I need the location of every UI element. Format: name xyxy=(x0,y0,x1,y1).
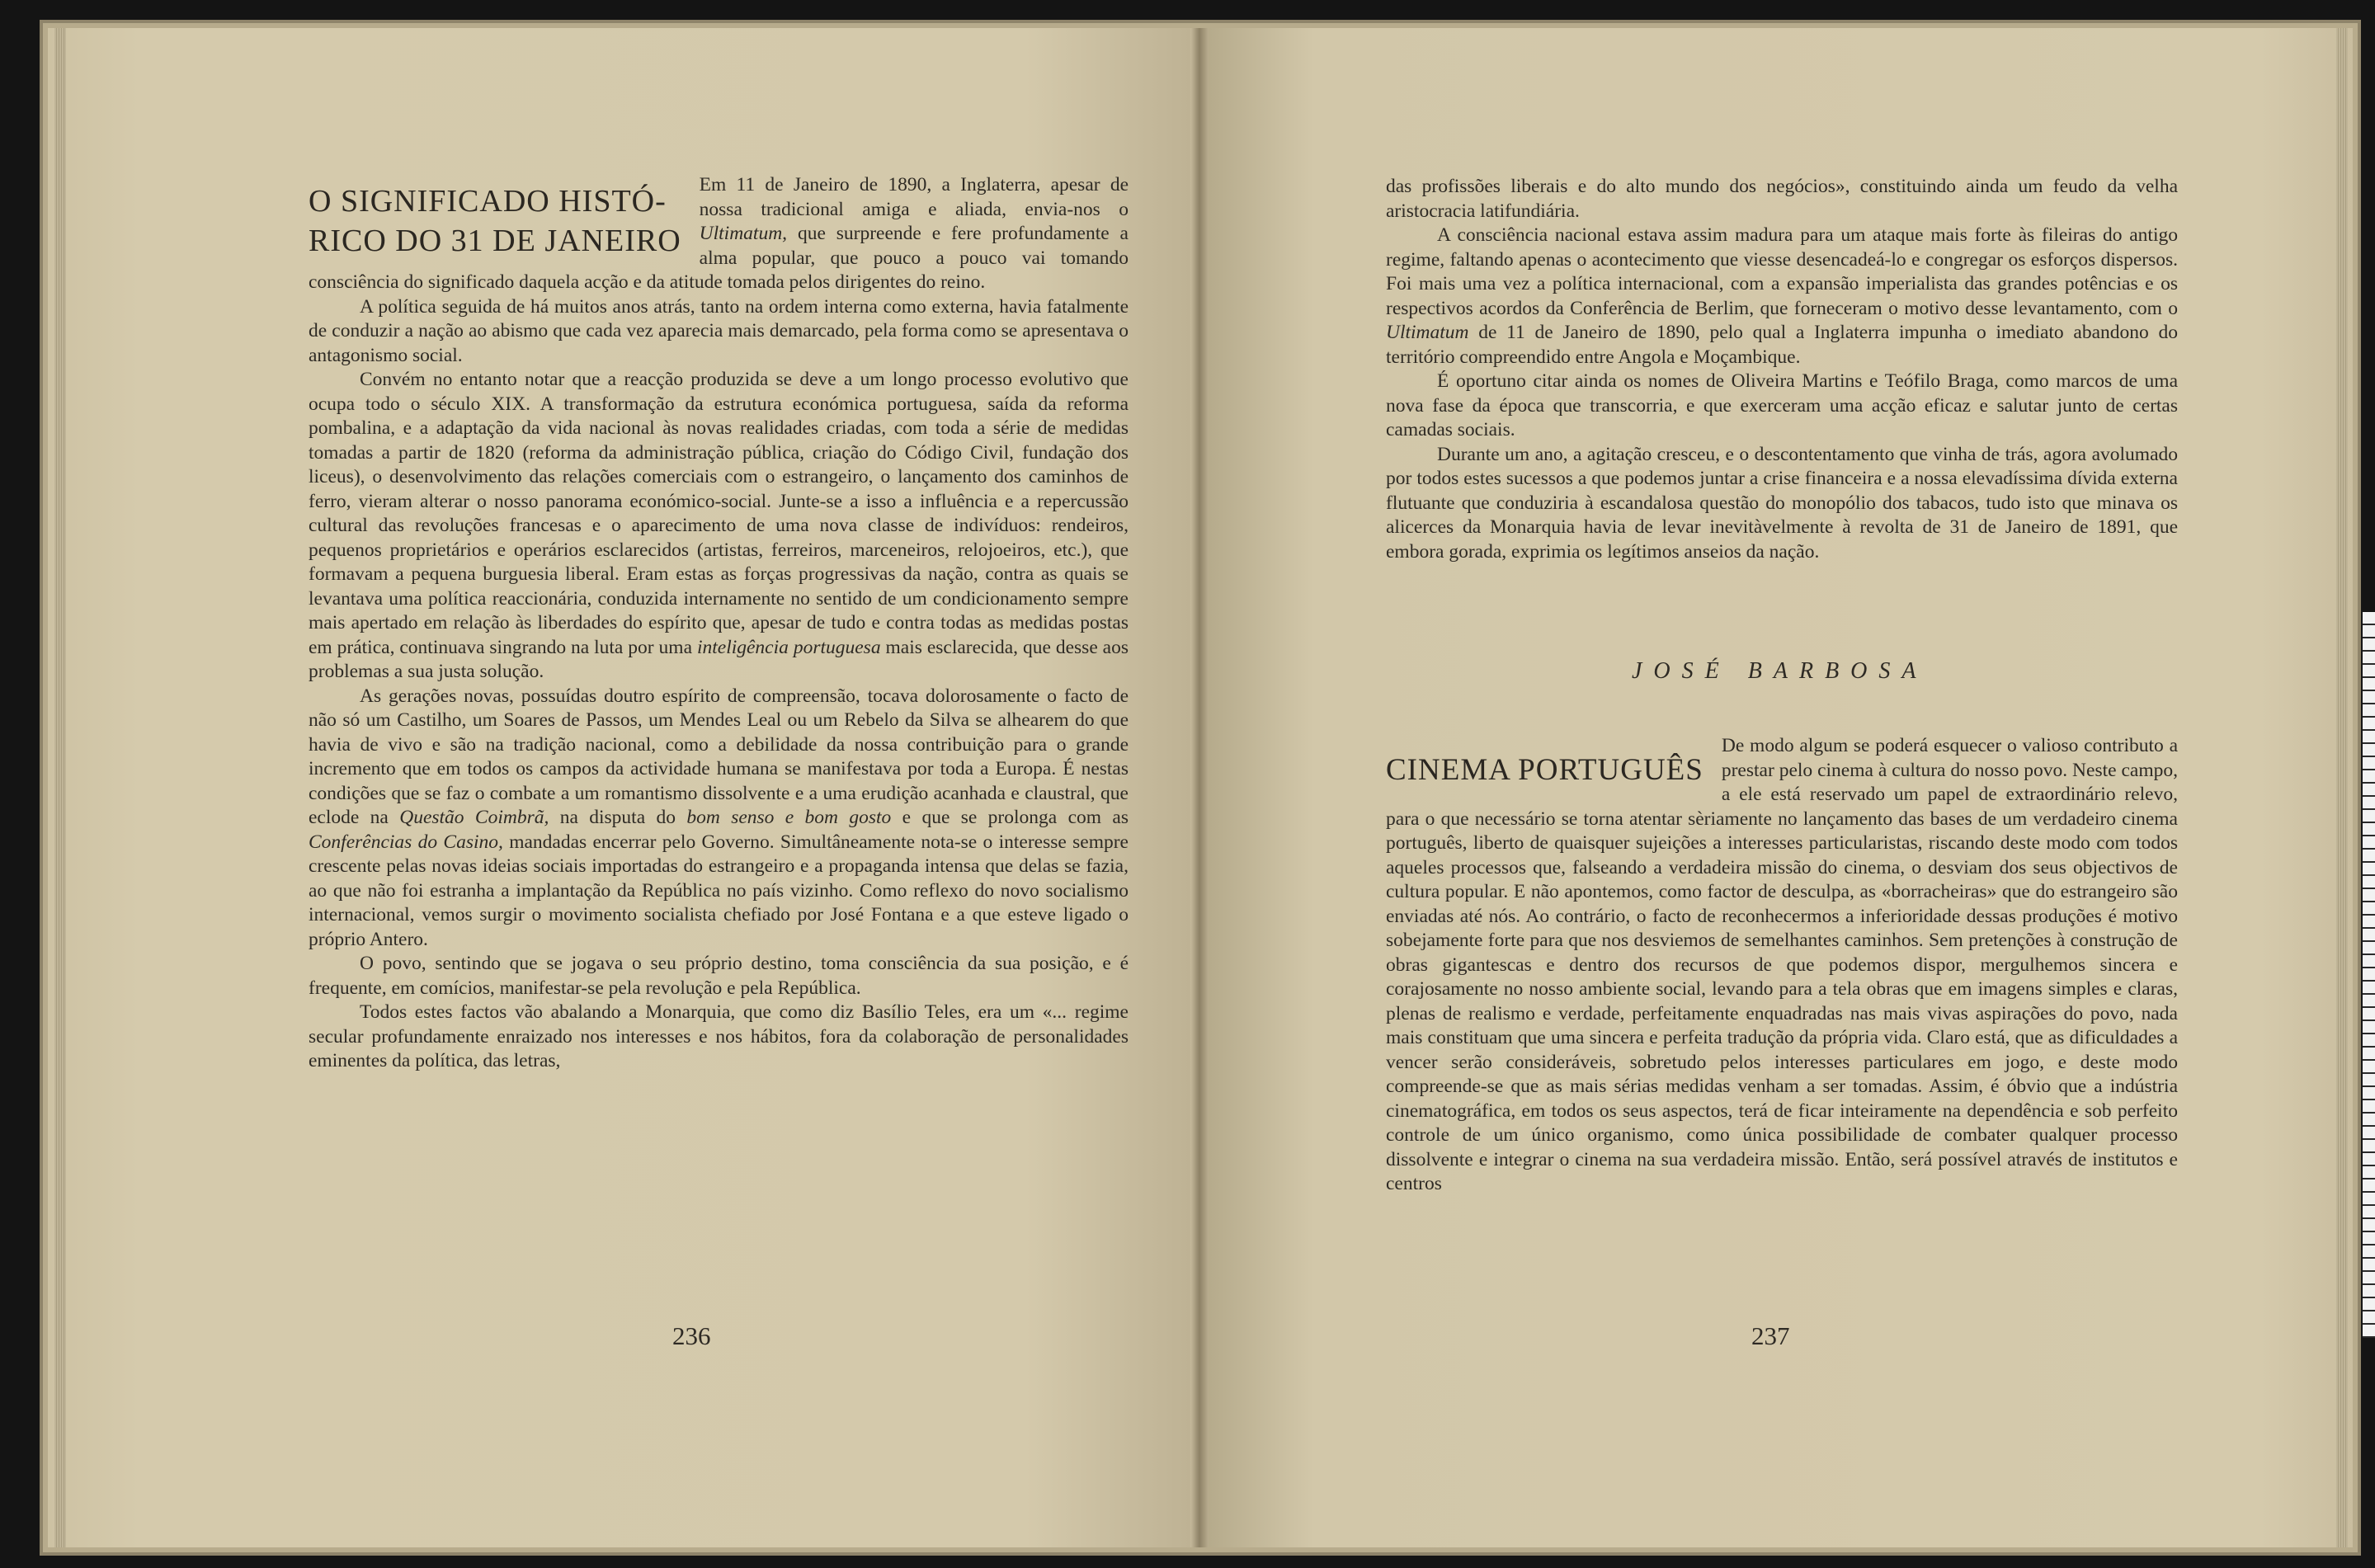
paragraph: É oportuno citar ainda os nomes de Oliveira Martins e Teófilo Braga, como marcos de uma nova fase da época que transcorria, e que exerceram uma acção eficaz e salutar junto de certas camadas sociais. xyxy=(1386,370,2178,440)
right-article-continuation xyxy=(1386,175,2178,564)
paragraph: A política seguida de há muitos anos atrás, tanto na ordem interna como externa, havia fatalmente de conduzir a nação ao abismo que cada vez aparecia mais demarcado, pela forma como se apresentava o antagonismo social. xyxy=(309,295,1129,366)
paragraph: De modo algum se poderá esquecer o valioso contributo a prestar pelo cinema à cultura do nosso povo. Neste campo, a ele está reservado um papel de extraordinário relevo, para o que necessário se torna atentar sèriamente no lançamento das bases de um verdadeiro cinema português, liberto de quaisquer sujeições a interesses particularistas, riscando deste modo com todos aqueles processos que, falseando a verdadeira missão do cinema, o desviam dos seus objectivos de cultura popular. E não apontemos, como factor de desculpa, as «borracheiras» que do estrangeiro são enviadas até nós. Ao contrário, o facto de reconhecermos a inferioridade dessas produções é motivo sobejamente forte para que nos desviemos de semelhantes caminhos. Sem pretenções à construção de obras gigantescas e dentro dos recursos de que podemos dispor, mergulhemos sincera e corajosamente no nosso ambiente social, levando para a tela obras que em imagens simples e claras, plenas de realismo e verdade, perfeitamente enquadradas nas mais vivas aspirações do povo, nada mais constituam que uma sincera e perfeita tradução da própria vida. Claro está, que as dificuldades a vencer serão consideráveis, sobretudo pelos interesses particulares em jogo, e deste modo compreende-se que as mais sérias medidas venham a ser tomadas. Assim, é óbvio que a indústria cinematográfica, em todos os seus aspectos, terá de ficar inteiramente na dependência e sob perfeito controle de um único organismo, como única possibilidade de combater qualquer processo dissolvente e integrar o cinema na sua verdadeira missão. Então, será possível através de institutos e centros xyxy=(1386,735,2178,1194)
title-line-2: RICO DO 31 DE JANEIRO xyxy=(309,224,681,258)
paragraph: O povo, sentindo que se jogava o seu próprio destino, toma consciência da sua posição, e é frequente, em comícios, manifestar-se pela revolução e pela República. xyxy=(309,953,1129,999)
title-line-1: O SIGNIFICADO HISTÓ- xyxy=(309,184,667,219)
book-gutter xyxy=(1190,28,1209,1547)
paragraph: As gerações novas, possuídas doutro espírito de compreensão, tocava dolorosamente o facto de não só um Castilho, um Soares de Passos, um Mendes Leal ou um Rebelo da Silva se alhearem do que havia de vivo e são na tradição nacional, como a debilidade da nossa contribuição para o grande incremento que em todos os campos da actividade humana se manifestava por toda a Europa. É nestas condições que se faz o combate a um romantismo dissolvente e a uma erudição acanhada e claustral, que eclode na Questão Coimbrã, na disputa do bom senso e bom gosto e que se prolonga com as Conferências do Casino, mandadas encerrar pelo Governo. Simultâneamente nota-se o interesse sempre crescente pelas novas ideias sociais importadas do estrangeiro e a propaganda intensa que delas se fazia, ao que não foi estranha a implantação da República no país vizinho. Como reflexo do novo socialismo internacional, vemos surgir o movimento socialista chefiado por José Fontana e a que esteve ligado o próprio Antero. xyxy=(309,685,1129,950)
paragraph: das profissões liberais e do alto mundo dos negócios», constituindo ainda um feudo da velha aristocracia latifundiária. xyxy=(1386,176,2178,222)
left-article xyxy=(309,173,1129,1074)
paragraph: A consciência nacional estava assim madura para um ataque mais forte às fileiras do antigo regime, faltando apenas o acontecimento que viesse desencadeá-lo e congregar os esforços dispersos. Foi mais uma vez a política internacional, com a expansão imperialista das grandes potências e os respectivos acordos da Conferência de Berlim, que forneceram o motivo desse levantamento, com o Ultimatum de 11 de Janeiro de 1890, pelo qual a Inglaterra impunha o imediato abandono do território compreendido entre Angola e Moçambique. xyxy=(1386,224,2178,368)
paragraph: Convém no entanto notar que a reacção produzida se deve a um longo processo evolutivo que ocupa todo o século XIX. A transformação da estrutura económica portuguesa, saída da reforma pombalina, e a adaptação da vida nacional às novas realidades criadas, com toda a série de medidas tomadas a partir de 1820 (reforma da administração pública, criação do Código Civil, fundação dos liceus), o desenvolvimento das relações comerciais com o estrangeiro, o lançamento dos caminhos de ferro, vieram alterar o nosso panorama económico-social. Junte-se a isso a influência e a repercussão cultural das revoluções francesas e o aparecimento de uma nova classe de indivíduos: rendeiros, pequenos proprietários e operários esclarecidos (artistas, ferreiros, marceneiros, relojoeiros, etc.), que formavam a pequena burguesia liberal. Eram estas as forças progressivas da nação, contra as quais se levantava uma política reaccionária, conduzida internamente no sentido de um condicionamento sempre mais apertado em relação às liberdades do espírito que, apesar de tudo e contra todas as medidas postas em prática, continuava singrando na luta por uma inteligência portuguesa mais esclarecida, que desse aos problemas a sua justa solução. xyxy=(309,369,1129,682)
paragraph: Todos estes factos vão abalando a Monarquia, que como diz Basílio Teles, era um «... regime secular profundamente enraizado nos interesses e nos hábitos, fora da colaboração de personalidades eminentes da política, das letras, xyxy=(309,1001,1129,1071)
article-title-left xyxy=(309,181,681,261)
page-number-right: 237 xyxy=(1751,1321,1790,1350)
page-number-left: 236 xyxy=(672,1321,711,1350)
page-edges-right xyxy=(2336,28,2348,1547)
author-signature: JOSÉ BARBOSA xyxy=(1632,658,1928,684)
paragraph: Em 11 de Janeiro de 1890, a Inglaterra, apesar de nossa tradicional amiga e aliada, envia-nos o Ultimatum, que surpreende e fere profundamente a alma popular, que pouco a pouco vai tomando consciência do significado daquela acção e da atitude tomada pelos dirigentes do reino. xyxy=(309,174,1129,293)
right-page xyxy=(1199,28,2353,1547)
scale-ruler xyxy=(2363,612,2375,1338)
cinema-article xyxy=(1386,734,2178,1197)
open-book xyxy=(48,28,2353,1547)
article-title-right: CINEMA PORTUGUÊS xyxy=(1386,753,1703,787)
left-page xyxy=(48,28,1199,1547)
paragraph: Durante um ano, a agitação cresceu, e o descontentamento que vinha de trás, agora avolumado por todos estes sucessos a que podemos juntar a crise financeira e a nossa elevadíssima dívida externa flutuante que conduziria à escandalosa questão do monopólio dos tabacos, tudo isto que minava os alicerces da Monarquia havia de levar inevitàvelmente à revolta de 31 de Janeiro de 1891, que embora gorada, exprimia os legítimos anseios da nação. xyxy=(1386,443,2178,563)
page-edges-left xyxy=(54,28,66,1547)
